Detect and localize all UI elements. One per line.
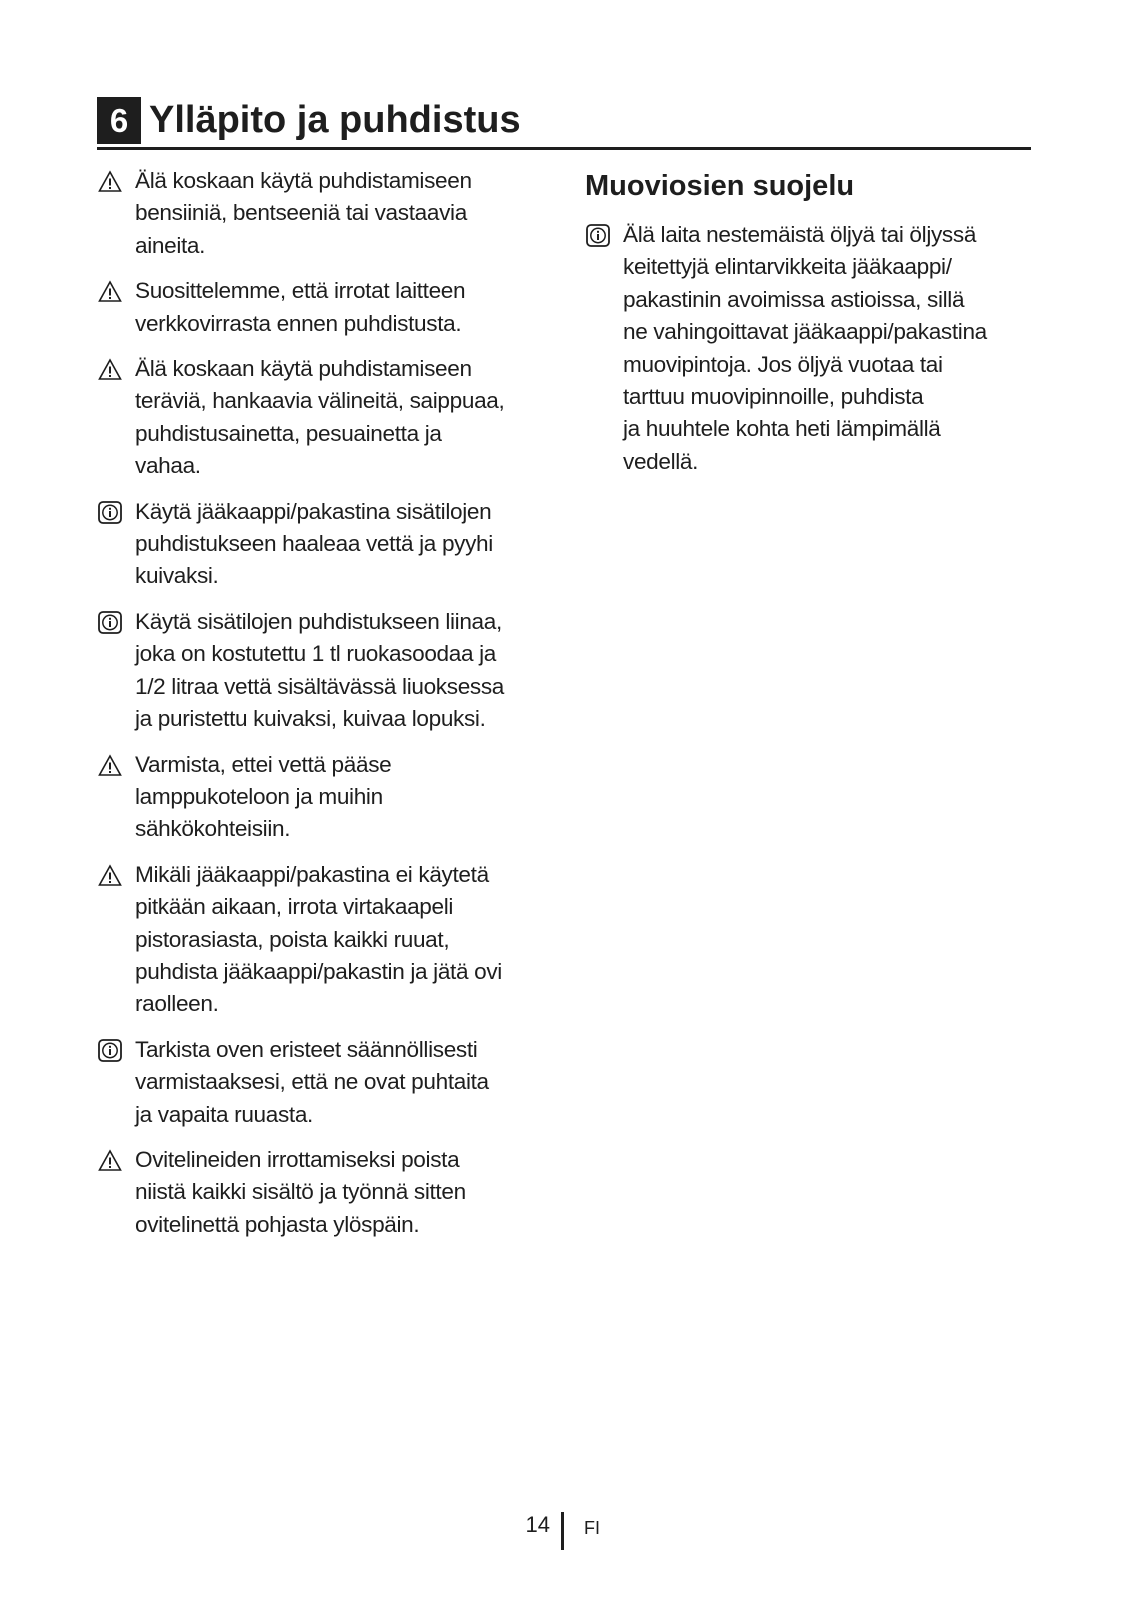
note-text: Käytä jääkaappi/pakastina sisätilojen puhdistukseen haaleaa vettä ja pyyhi kuivaksi. xyxy=(135,498,493,589)
note-text: Mikäli jääkaappi/pakastina ei käytetä pitkään aikaan, irrota virtakaapeli pistorasiasta, poista kaikki ruuat, puhdista jääkaappi/pakastin ja jätä ovi raolleen. xyxy=(135,861,502,1017)
warning-icon xyxy=(98,1149,122,1172)
right-notes-list xyxy=(585,219,1045,478)
info-note xyxy=(585,219,1045,478)
warning-icon xyxy=(98,754,122,777)
warning-icon xyxy=(98,864,122,887)
note-text: Ovitelineiden irrottamiseksi poista niistä kaikki sisältö ja työnnä sitten ovitelinettä pohjasta ylöspäin. xyxy=(135,1146,466,1237)
info-icon xyxy=(98,501,122,524)
page-footer xyxy=(0,1510,1128,1550)
info-icon xyxy=(586,224,610,247)
warning-note xyxy=(97,1144,567,1241)
chapter-header xyxy=(97,97,1031,150)
language-code: FI xyxy=(584,1518,600,1538)
info-note xyxy=(97,606,567,736)
info-icon xyxy=(98,611,122,634)
note-text: Älä koskaan käytä puhdistamiseen bensiiniä, bentseeniä tai vastaavia aineita. xyxy=(135,168,472,258)
warning-icon xyxy=(98,280,122,303)
note-text: Käytä sisätilojen puhdistukseen liinaa, joka on kostutettu 1 tl ruokasoodaa ja 1/2 litraa vettä sisältävässä liuoksessa ja puristettu kuivaksi, kuivaa lopuksi. xyxy=(135,608,505,732)
footer-divider xyxy=(561,1512,564,1550)
warning-note xyxy=(97,165,567,262)
note-text: Varmista, ettei vettä pääse lamppukoteloon ja muihin sähkökohteisiin. xyxy=(135,751,392,842)
page-title: Ylläpito ja puhdistus xyxy=(149,99,521,141)
warning-note xyxy=(97,859,567,1021)
note-text: Älä koskaan käytä puhdistamiseen teräviä, hankaavia välineitä, saippuaa, puhdistusainetta, pesuainetta ja vahaa. xyxy=(135,356,505,479)
warning-note xyxy=(97,275,567,340)
warning-icon xyxy=(98,358,122,381)
chapter-number-badge: 6 xyxy=(97,97,141,144)
info-note xyxy=(97,496,567,593)
info-icon xyxy=(98,1039,122,1062)
warning-icon xyxy=(98,170,122,193)
page-number: 14 xyxy=(525,1512,550,1537)
right-column xyxy=(585,167,1045,491)
warning-note xyxy=(97,353,567,483)
left-column xyxy=(97,165,567,1254)
info-note xyxy=(97,1034,567,1131)
warning-note xyxy=(97,749,567,846)
note-text: Tarkista oven eristeet säännöllisesti varmistaaksesi, että ne ovat puhtaita ja vapaita ruuasta. xyxy=(135,1036,489,1127)
section-title: Muoviosien suojelu xyxy=(585,170,855,202)
note-text: Suosittelemme, että irrotat laitteen verkkovirrasta ennen puhdistusta. xyxy=(135,278,466,336)
note-text: Älä laita nestemäistä öljyä tai öljyssä keitettyjä elintarvikkeita jääkaappi/ pakastinin avoimissa astioissa, sillä ne vahingoittavat jääkaappi/pakastina muovipintoja. Jos öljyä vuotaa tai tarttuu muovipinnoille, puhdista ja huuhtele kohta heti lämpimällä vedellä. xyxy=(623,222,987,474)
